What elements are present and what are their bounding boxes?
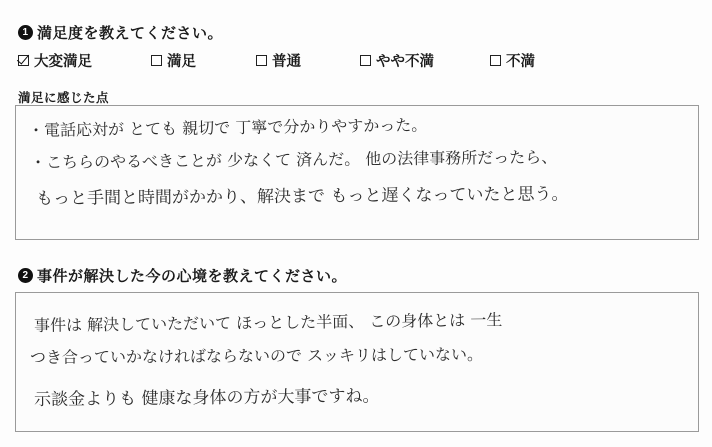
answer-box-2 — [15, 292, 699, 432]
handwritten-line: 示談金よりも 健康な身体の方が大事ですね。 — [33, 386, 380, 410]
checkbox-icon[interactable] — [151, 55, 162, 66]
choice-neutral[interactable] — [256, 50, 301, 71]
handwritten-line: ・こちらのやるべきことが 少なくて 済んだ。 他の法律事務所だったら、 — [29, 147, 558, 172]
checkbox-icon[interactable] — [490, 55, 501, 66]
question-1-text: 満足度を教えてください。 — [37, 25, 224, 42]
section-label-positive-points: 満足に感じた点 — [18, 91, 110, 105]
choice-label: 満足 — [167, 54, 196, 70]
choice-label: 大変満足 — [34, 54, 92, 70]
handwritten-line: つき合っていかなければならないので スッキリはしていない。 — [29, 344, 483, 367]
choice-dissatisfied[interactable] — [490, 50, 535, 71]
choice-label: やや不満 — [376, 54, 434, 70]
question-1 — [18, 22, 223, 43]
handwritten-line: ・電話応対が とても 親切で 丁寧で分かりやすかった。 — [27, 115, 428, 140]
checkbox-icon[interactable] — [256, 55, 267, 66]
checkbox-icon[interactable] — [360, 55, 371, 66]
question-2-text: 事件が解決した今の心境を教えてください。 — [37, 268, 348, 285]
question-1-number: 1 — [18, 25, 33, 40]
choice-label: 普通 — [272, 54, 301, 70]
choice-somewhat-dissatisfied[interactable] — [360, 50, 434, 71]
handwritten-line: もっと手間と時間がかかり、解決まで もっと遅くなっていたと思う。 — [35, 184, 569, 209]
answer-box-1 — [15, 105, 699, 240]
choice-label: 不満 — [506, 54, 535, 70]
question-2-number: 2 — [18, 268, 33, 283]
choice-satisfied[interactable] — [151, 50, 196, 71]
handwritten-line: 事件は 解決していただいて ほっとした半面、 この身体とは 一生 — [33, 310, 503, 335]
satisfaction-choice-group — [18, 50, 578, 72]
choice-very-satisfied[interactable] — [18, 50, 92, 71]
question-2 — [18, 265, 347, 286]
checkbox-checked-icon[interactable] — [18, 55, 29, 66]
